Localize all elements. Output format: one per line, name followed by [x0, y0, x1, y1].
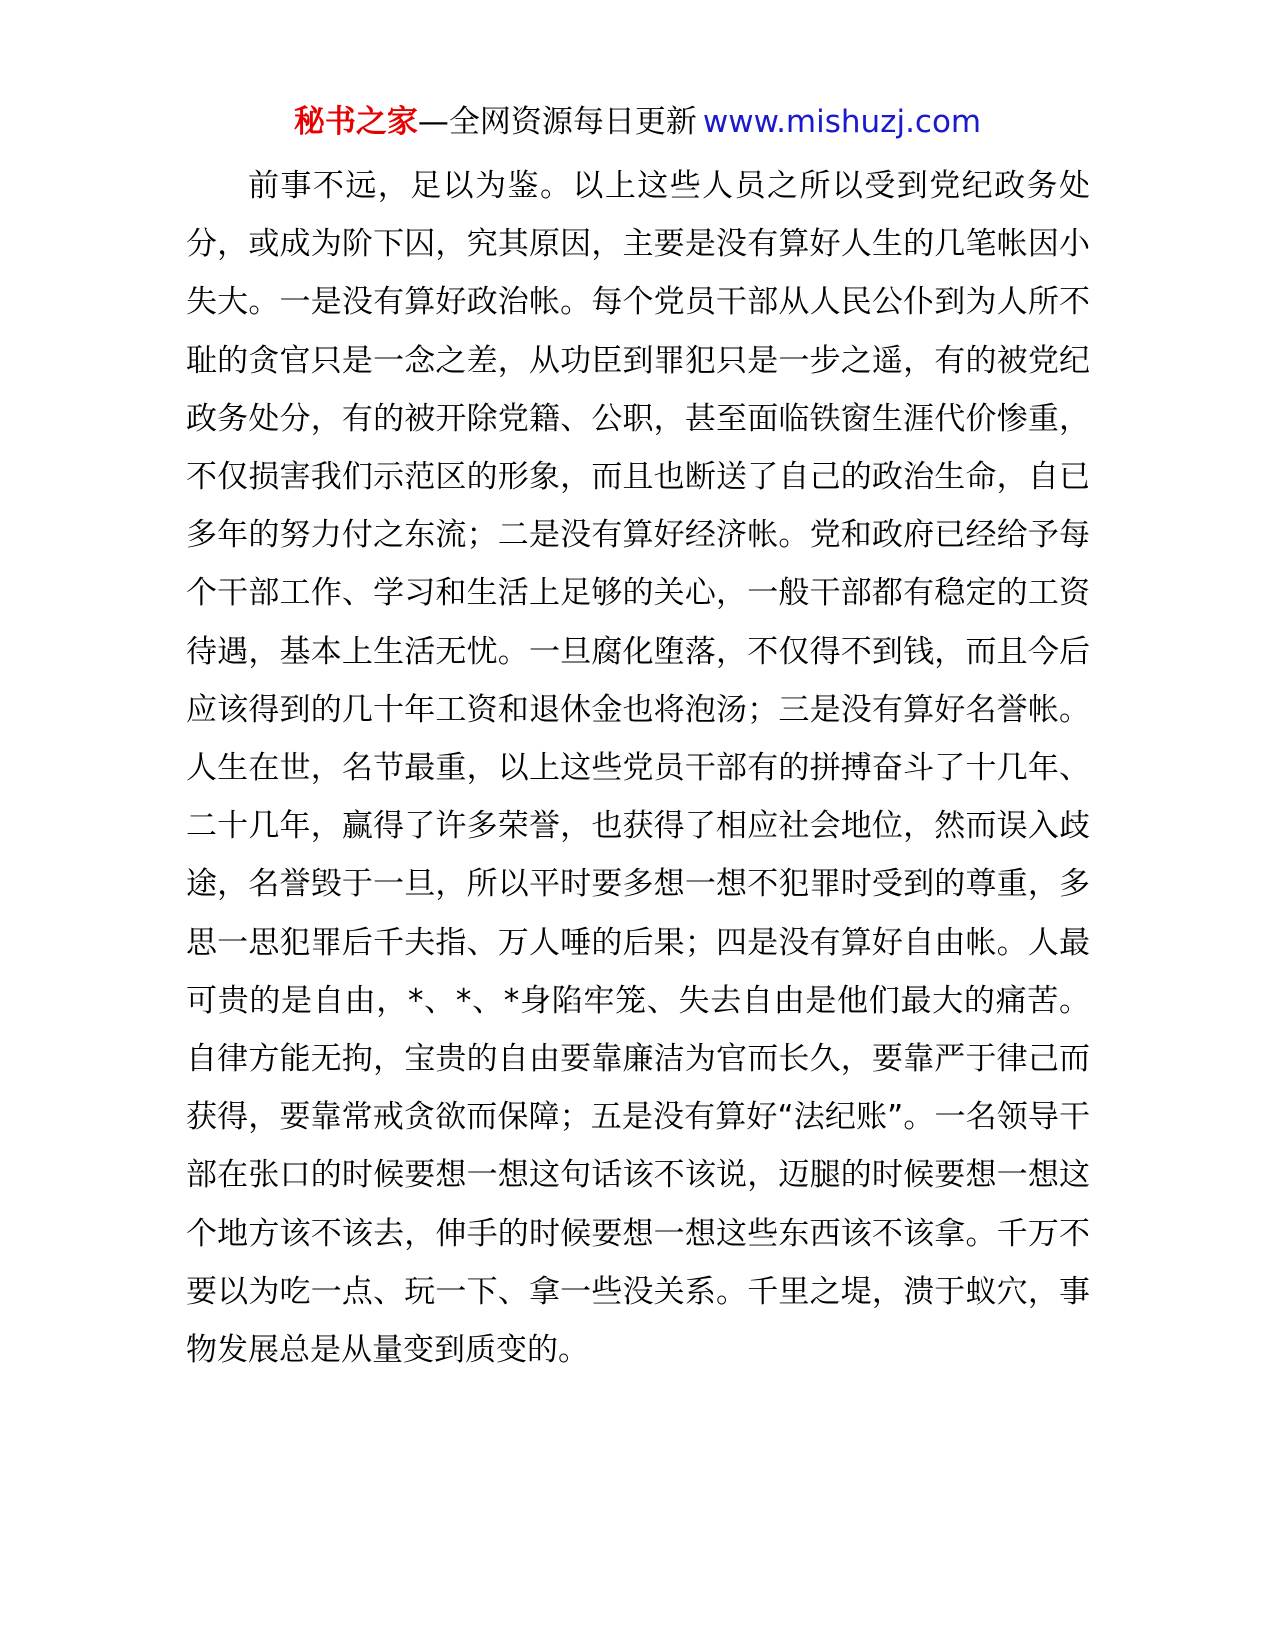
site-url-link[interactable]: www.mishuzj.com: [702, 104, 982, 140]
header-tagline: —全网资源每日更新: [417, 104, 697, 140]
page-header: [0, 98, 1275, 146]
body-paragraph: 前事不远，足以为鉴。以上这些人员之所以受到党纪政务处分，或成为阶下囚，究其原因，主要是没有算好人生的几笔帐因小失大。一是没有算好政治帐。每个党员干部从人民公仆到为人所不耻的贪官只是一念之差，从功臣到罪犯只是一步之遥，有的被党纪政务处分，有的被开除党籍、公职，甚至面临铁窗生涯代价惨重，不仅损害我们示范区的形象，而且也断送了自己的政治生命，自已多年的努力付之东流；二是没有算好经济帐。党和政府已经给予每个干部工作、学习和生活上足够的关心，一般干部都有稳定的工资待遇，基本上生活无忧。一旦腐化堕落，不仅得不到钱，而且今后应该得到的几十年工资和退休金也将泡汤；三是没有算好名誉帐。人生在世，名节最重，以上这些党员干部有的拼搏奋斗了十几年、二十几年，赢得了许多荣誉，也获得了相应社会地位，然而误入歧途，名誉毁于一旦，所以平时要多想一想不犯罪时受到的尊重，多思一思犯罪后千夫指、万人唾的后果；四是没有算好自由帐。人最可贵的是自由，*、*、*身陷牢笼、失去自由是他们最大的痛苦。自律方能无拘，宝贵的自由要靠廉洁为官而长久，要靠严于律己而获得，要靠常戒贪欲而保障；五是没有算好“法纪账”。一名领导干部在张口的时候要想一想这句话该不该说，迈腿的时候要想一想这个地方该不该去，伸手的时候要想一想这些东西该不该拿。千万不要以为吃一点、玩一下、拿一些没关系。千里之堤，溃于蚁穴，事物发展总是从量变到质变的。: [186, 168, 1090, 1369]
brand-name: 秘书之家: [293, 104, 418, 140]
